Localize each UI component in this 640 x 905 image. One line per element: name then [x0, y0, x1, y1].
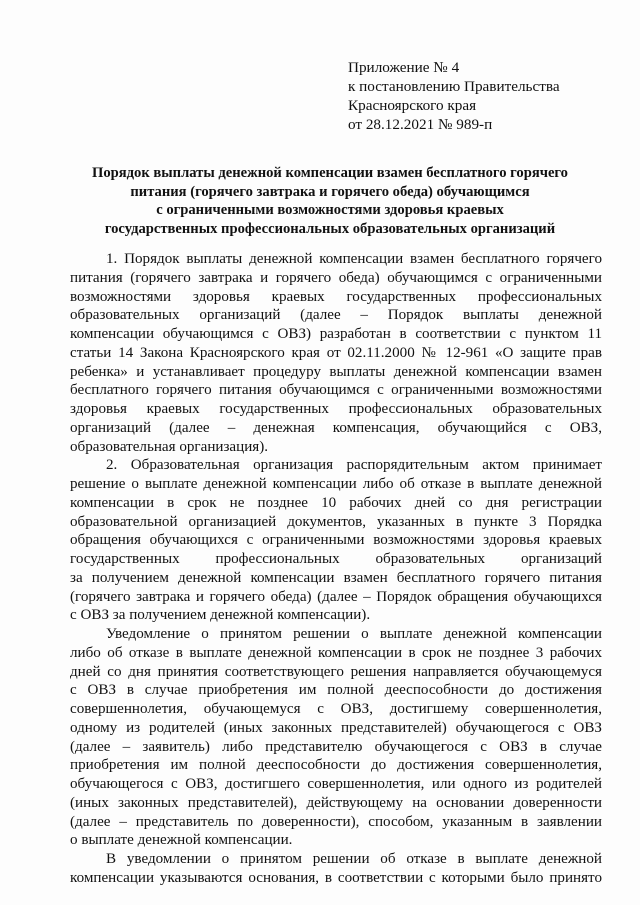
text-line: государственных профессиональных образовательных организаций [70, 551, 602, 567]
title-line: государственных профессиональных образовательных организаций [104, 220, 556, 237]
text-line: приобретения им полной дееспособности до достижения совершеннолетия, [70, 757, 602, 774]
text-line: (далее – заявитель) либо представителю обучающегося с ОВЗ в случае [70, 738, 602, 755]
text-line: организаций (далее – денежная компенсация, обучающийся с ОВЗ, [70, 419, 602, 436]
title-line: с ограниченными возможностями здоровья краевых [156, 202, 504, 219]
text-line: обращения обучающихся с ограниченными возможностями здоровья краевых [70, 532, 602, 549]
document-body [70, 250, 602, 888]
text-line: возможностями здоровья краевых государственных профессиональных [70, 288, 602, 305]
text-line: компенсации указываются основания, в соответствии с которыми было принято [70, 869, 602, 886]
text-line: В уведомлении о принятом решении об отказе в выплате денежной [106, 851, 602, 867]
document-title [60, 164, 600, 238]
text-line: дней со дня принятия соответствующего решения направляется обучающемуся [70, 663, 602, 680]
annex-number: Приложение № 4 [348, 59, 460, 76]
text-line: статьи 14 Закона Красноярского края от 02.11.2000 № 12-961 «О защите прав [70, 344, 602, 361]
text-line: ребенка» и устанавливает процедуру выплаты денежной компенсации взамен [70, 363, 602, 380]
text-line: одному из родителей (иных законных представителей) обучающегося с ОВЗ [70, 719, 602, 736]
text-line: 2. Образовательная организация распорядительным актом принимает [106, 457, 602, 474]
text-line: образовательной организацией документов, указанных в пункте 3 Порядка [70, 513, 602, 530]
text-line: решение о выплате денежной компенсации либо об отказе в выплате денежной [70, 476, 602, 492]
text-line: образовательных организаций (далее – Порядок выплаты денежной [70, 307, 602, 324]
annex-region: Красноярского края [348, 97, 477, 114]
text-line: (далее – представитель по доверенности), способом, указанным в заявлении [70, 813, 602, 830]
text-line: с ОВЗ за получением денежной компенсации). [70, 607, 371, 624]
annex-date: от 28.12.2021 № 989-п [348, 116, 493, 133]
text-line: питания (горячего завтрака и горячего обеда) обучающимся с ограниченными [70, 269, 602, 286]
text-line: бесплатного горячего питания обучающимся с ограниченными возможностями [70, 382, 602, 399]
text-line: Уведомление о принятом решении о выплате денежной компенсации [106, 626, 602, 642]
annex-reference: к постановлению Правительства [348, 78, 560, 95]
title-line: Порядок выплаты денежной компенсации взамен бесплатного горячего [92, 165, 568, 181]
text-line: компенсации обучающимся с ОВЗ) разработан в соответствии с пунктом 11 [70, 326, 602, 342]
text-line: (горячего завтрака и горячего обеда) (далее – Порядок обращения обучающихся [70, 588, 602, 605]
text-line: здоровья краевых государственных профессиональных образовательных [70, 401, 602, 417]
text-line: с ОВЗ в случае приобретения им полной дееспособности до достижения [70, 682, 602, 699]
paragraph-3 [70, 625, 602, 850]
annex-header [348, 58, 618, 134]
text-line: компенсации в срок не позднее 10 рабочих дней со дня регистрации [70, 494, 602, 511]
text-line: образовательная организация). [70, 438, 269, 455]
paragraph-1 [70, 250, 602, 456]
paragraph-2 [70, 456, 602, 625]
text-line: о выплате денежной компенсации. [70, 832, 293, 849]
text-line: 1. Порядок выплаты денежной компенсации взамен бесплатного горячего [106, 251, 602, 267]
text-line: совершеннолетия, обучающемуся с ОВЗ, достигшему совершеннолетия, [70, 701, 602, 717]
text-line: за получением денежной компенсации взамен бесплатного горячего питания [70, 569, 602, 586]
text-line: (иных законных представителей), действующему на основании доверенности [70, 794, 602, 811]
title-line: питания (горячего завтрака и горячего обеда) обучающимся [130, 183, 530, 200]
paragraph-4 [70, 850, 602, 888]
text-line: либо об отказе в выплате денежной компенсации в срок не позднее 3 рабочих [70, 644, 602, 661]
text-line: обучающегося с ОВЗ, достигшего совершеннолетия, или одного из родителей [70, 776, 602, 792]
